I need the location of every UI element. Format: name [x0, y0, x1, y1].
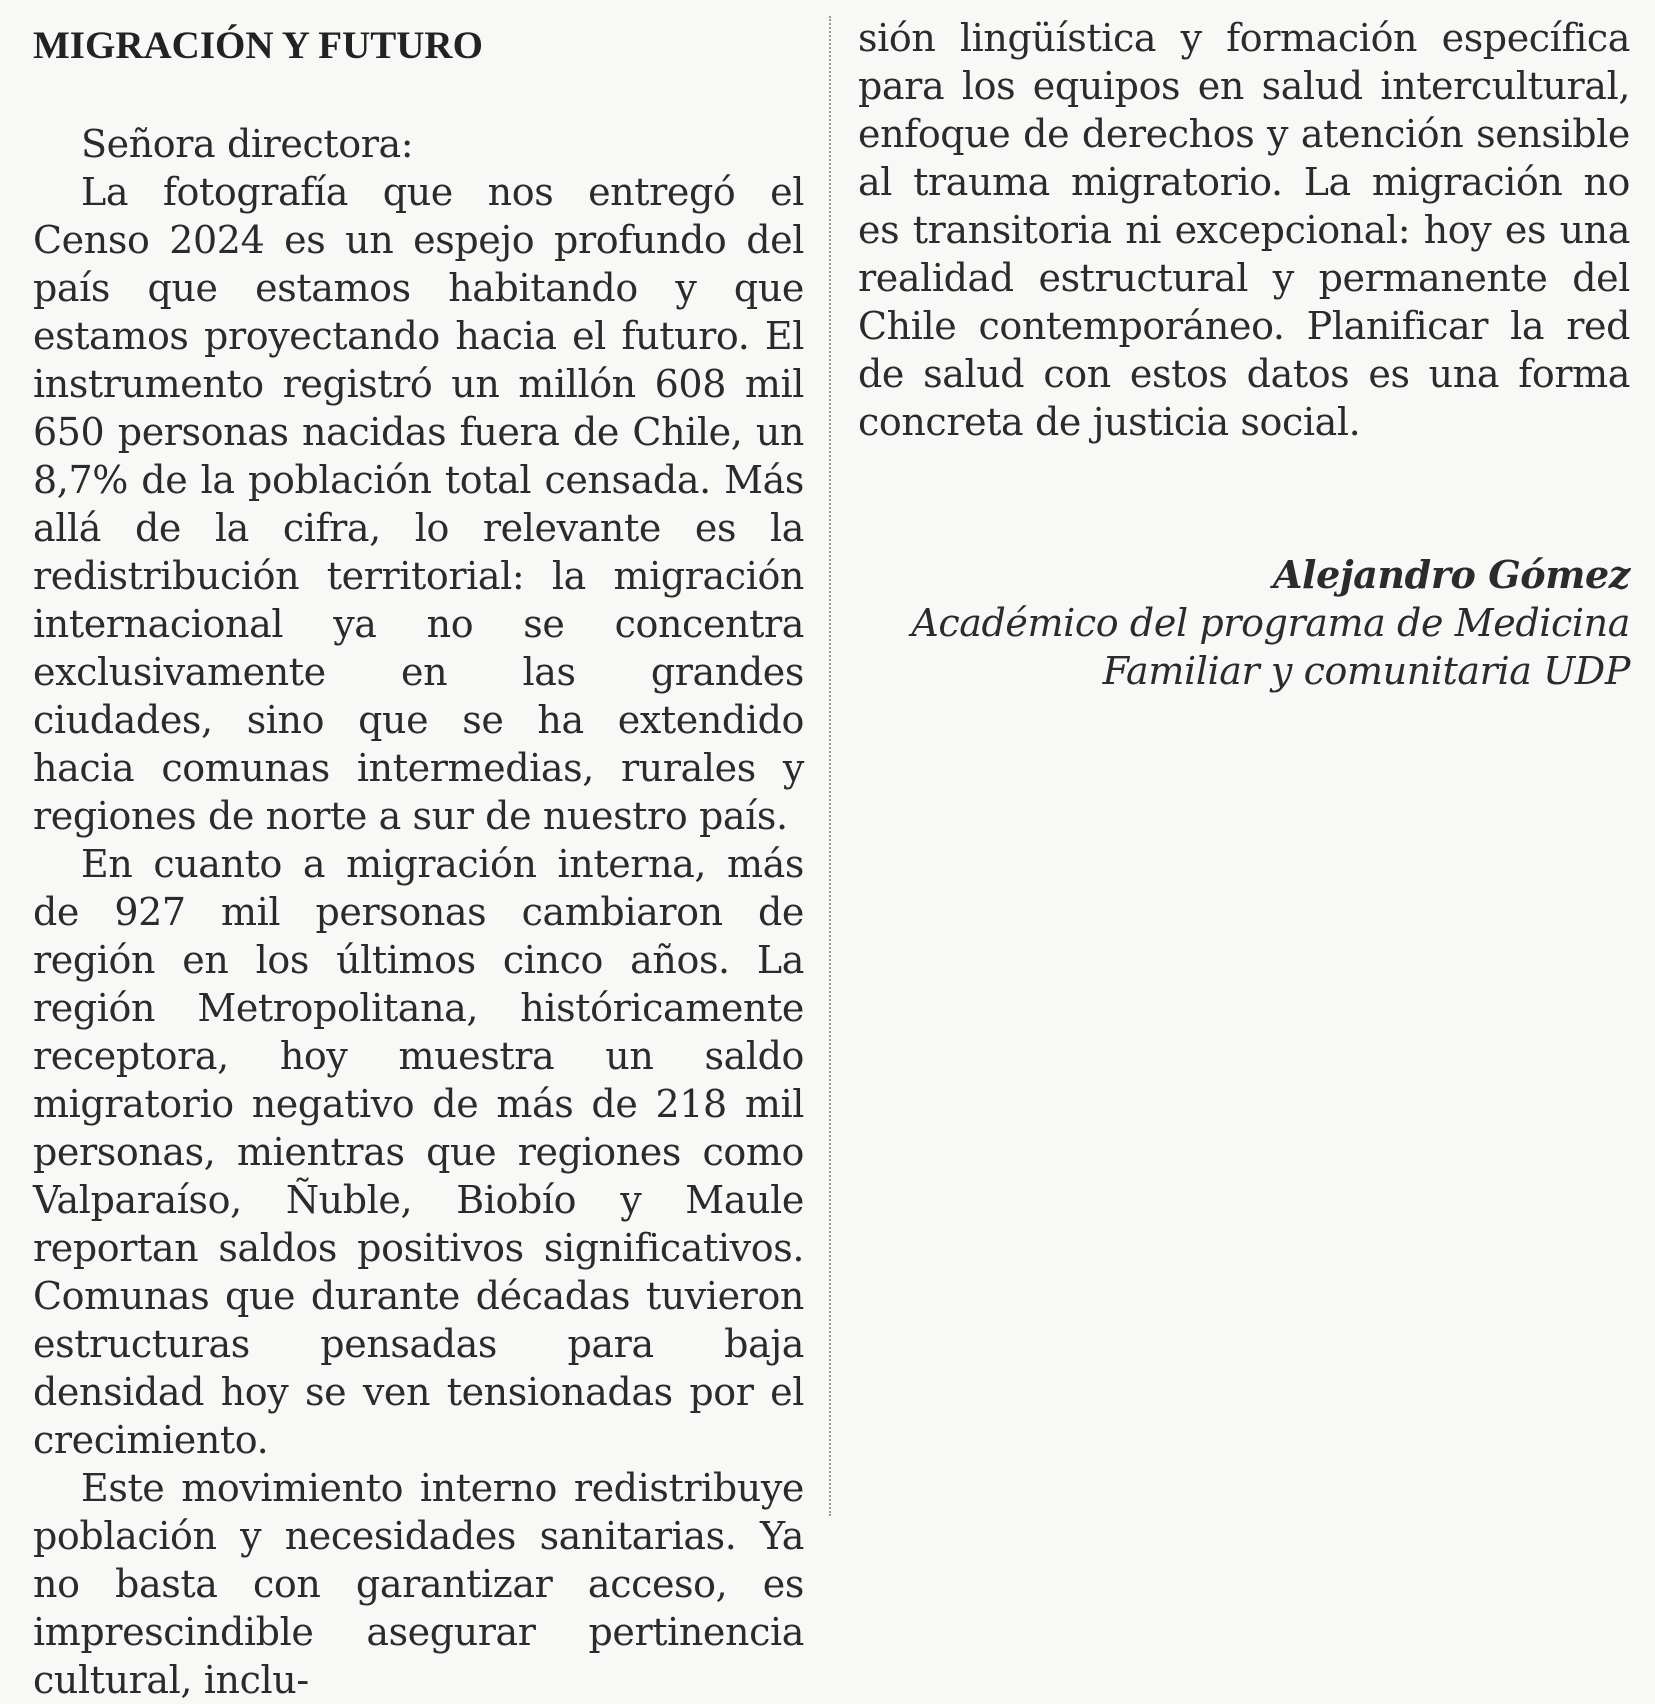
headline: MIGRACIÓN Y FUTURO [33, 24, 483, 67]
paragraph-2: En cuanto a migración interna, más de 927 mil personas cambiaron de región en los últimos cinco años. La región Metropolitana, históricamente receptora, hoy muestra un saldo migratorio negativo de más de 218 mil personas, mientras que regiones como Valparaíso, Ñuble, Biobío y Maule reportan saldos positivos significativos. Comunas que durante décadas tuvieron estructuras pensadas para baja densidad hoy se ven tensionadas por el crecimiento. [33, 842, 804, 1462]
signature-block [858, 551, 1630, 695]
paragraph-3: Este movimiento interno redistribuye población y necesidades sanitarias. Ya no basta con garantizar acceso, es imprescindible asegurar pertinencia cultural, inclu- [33, 1466, 804, 1702]
paragraph-3-continuation: sión lingüística y formación específica para los equipos en salud intercultural, enfoque de derechos y atención sensible al trauma migratorio. La migración no es transitoria ni excepcional: hoy es una realidad estructural y permanente del Chile contemporáneo. Planificar la red de salud con estos datos es una forma concreta de justicia social. [858, 16, 1630, 444]
author-title-line-2: Familiar y comunitaria UDP [1102, 649, 1630, 693]
author-title-line-1: Académico del programa de Medicina [911, 601, 1630, 645]
left-column [33, 14, 804, 1704]
right-column [858, 14, 1630, 695]
salutation: Señora directora: [81, 122, 414, 166]
column-divider [829, 16, 831, 1516]
author-name: Alejandro Gómez [1272, 552, 1630, 597]
paragraph-1: La fotografía que nos entregó el Censo 2024 es un espejo profundo del país que estamos habitando y que estamos proyectando hacia el futuro. El instrumento registró un millón 608 mil 650 personas nacidas fuera de Chile, un 8,7% de la población total censada. Más allá de la cifra, lo relevante es la redistribución territorial: la migración internacional ya no se concentra exclusivamente en las grandes ciudades, sino que se ha extendido hacia comunas intermedias, rurales y regiones de norte a sur de nuestro país. [33, 170, 804, 838]
